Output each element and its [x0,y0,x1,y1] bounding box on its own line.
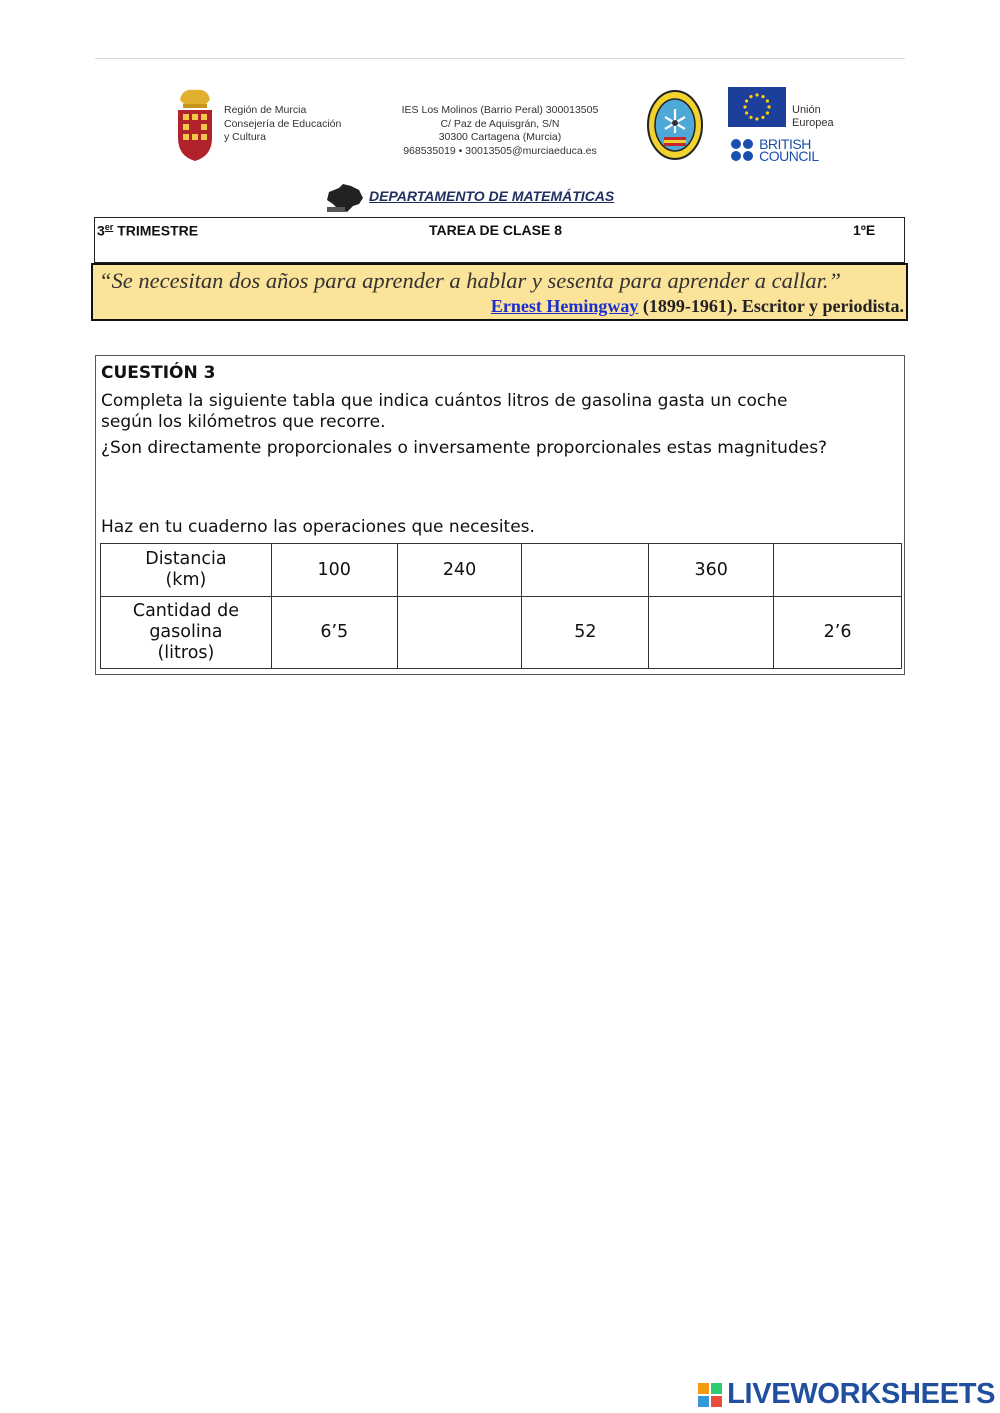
school-badge-icon [646,89,704,161]
table-row [101,597,902,669]
header-line: gasolina [149,622,223,642]
question-box [95,355,905,675]
group-label: 1ºE [853,222,876,238]
header-line: (km) [165,570,207,590]
task-label: TAREA DE CLASE 8 [429,222,563,238]
liveworksheets-text: LIVEWORKSHEETS [727,1378,996,1410]
author-details: (1899-1961). Escritor y periodista. [638,296,904,316]
british-council-logo [730,138,819,162]
row-header-distance [101,544,272,597]
term-word: TRIMESTRE [117,222,199,239]
term-label [97,222,198,239]
term-ordinal: er [104,222,114,232]
answer-cell[interactable] [649,597,774,669]
table-cell: 240 [397,544,522,597]
eu-line: Europea [792,117,834,129]
row-header-fuel [101,597,272,669]
table-cell: 2’6 [774,597,902,669]
bc-line: BRITISH [759,136,811,152]
quote-author [491,296,904,317]
murcia-coat-of-arms-icon [174,86,216,162]
question-text: ¿Son directamente proporcionales o inversamente proporcionales estas magnitudes? [101,438,828,458]
table-cell: 6’5 [271,597,397,669]
eu-line: Unión [792,104,821,116]
school-address [380,104,620,158]
proportion-table [100,543,902,669]
answer-cell[interactable] [522,544,649,597]
quote-box [91,263,908,321]
table-row [101,544,902,597]
table-cell: 52 [522,597,649,669]
murcia-line: Consejería de Educación [224,117,342,130]
table-cell: 100 [271,544,397,597]
school-line: IES Los Molinos (Barrio Peral) 300013505 [401,104,599,116]
header-line: Distancia [145,549,227,569]
header-line: (litros) [157,643,215,663]
question-statement-line: según los kilómetros que recorre. [101,412,386,432]
department-map-icon [325,182,365,214]
answer-cell[interactable] [397,597,522,669]
top-rule [95,58,905,59]
school-line: C/ Paz de Aquisgrán, S/N [440,117,560,130]
quote-text: “Se necesitan dos años para aprender a hablar y sesenta para aprender a callar.” [99,268,842,293]
murcia-org-text [224,104,341,145]
liveworksheets-logo[interactable] [698,1378,995,1410]
murcia-line: Región de Murcia [224,104,307,116]
author-link[interactable]: Ernest Hemingway [490,296,639,316]
school-line: 968535019 • 30013505@murciaeduca.es [403,144,597,157]
bc-line: COUNCIL [759,148,819,164]
term-number: 3 [97,222,105,239]
assignment-info-box [94,217,905,263]
liveworksheets-icon [698,1383,722,1407]
eu-label [792,104,834,130]
eu-flag-icon [728,87,786,127]
table-cell: 360 [649,544,774,597]
header-line: Cantidad de [132,601,239,621]
british-council-dots-icon [730,138,754,162]
question-statement-line: Completa la siguiente tabla que indica cuántos litros de gasolina gasta un coche [101,391,788,411]
question-title: CUESTIÓN 3 [101,363,216,383]
department-title: DEPARTAMENTO DE MATEMÁTICAS [369,188,615,204]
murcia-line: y Cultura [224,131,267,143]
british-council-text [759,138,819,162]
question-instruction: Haz en tu cuaderno las operaciones que necesites. [101,517,535,537]
school-line: 30300 Cartagena (Murcia) [438,131,562,143]
answer-cell[interactable] [774,544,902,597]
